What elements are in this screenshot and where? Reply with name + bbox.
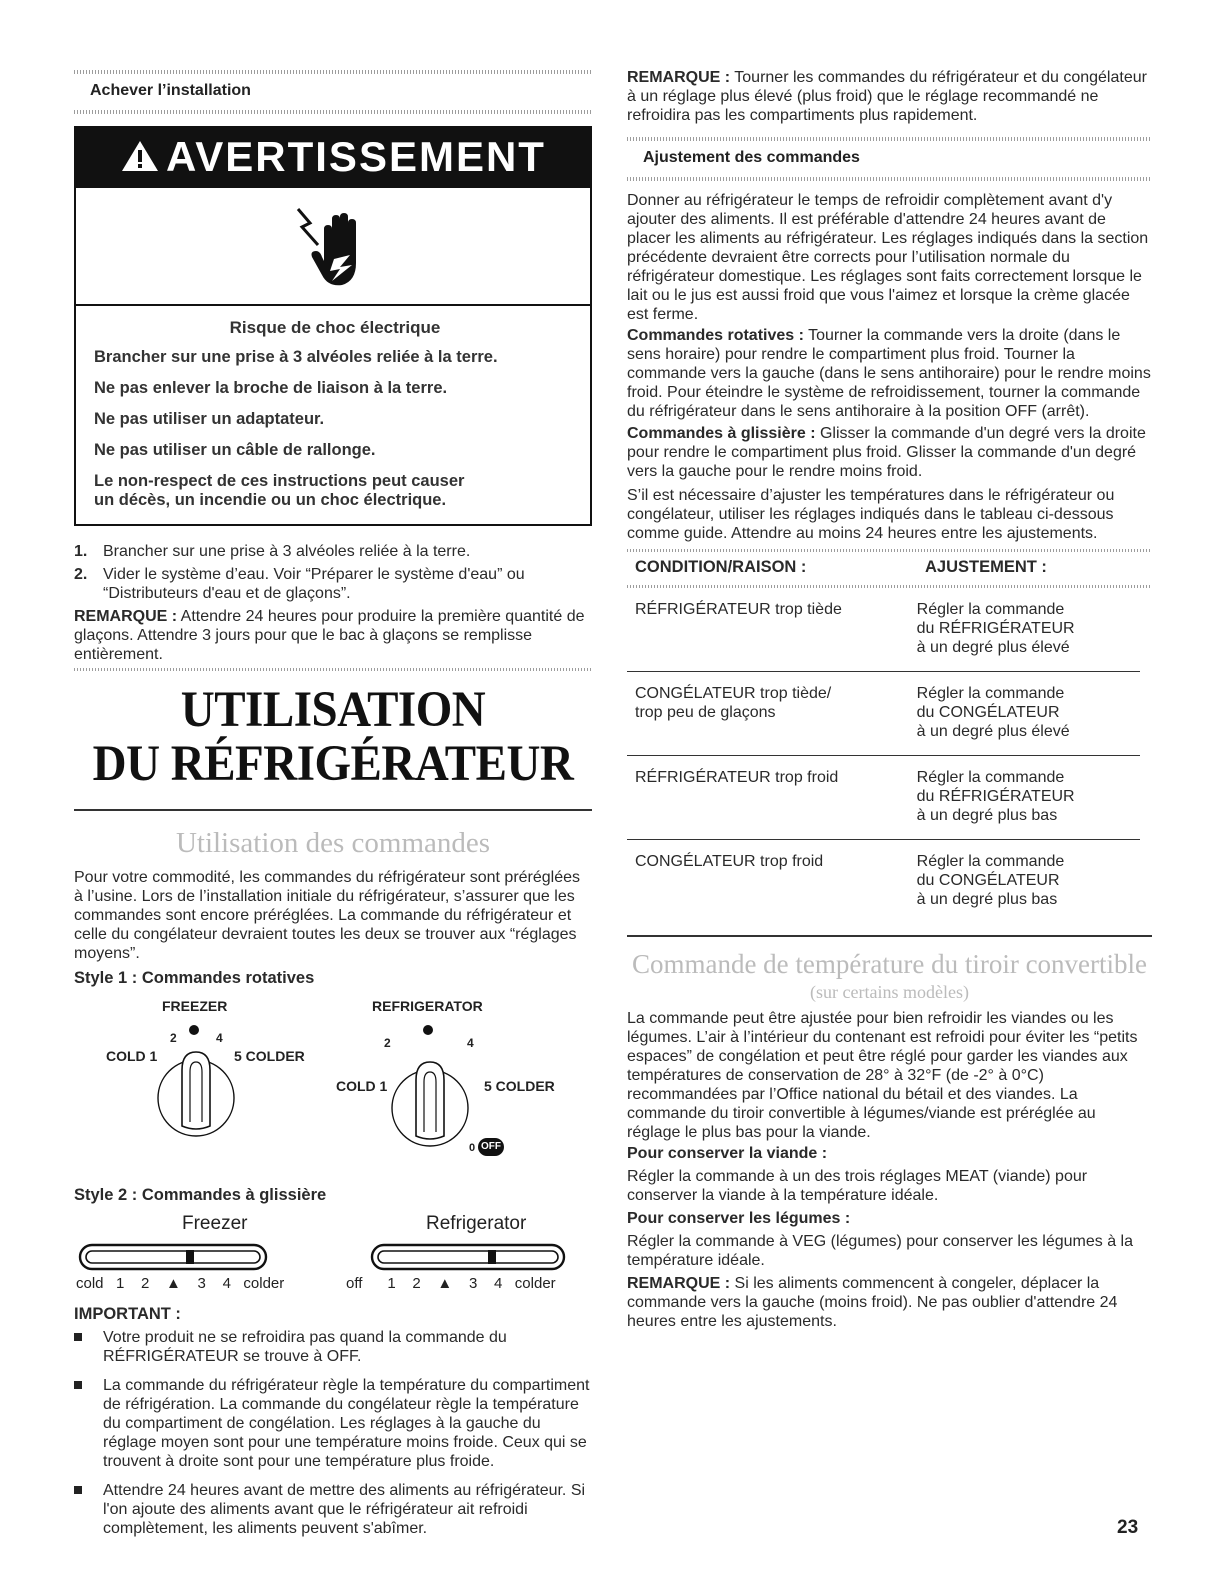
slider-refrigerator-label: Refrigerator bbox=[426, 1213, 527, 1234]
right-column bbox=[627, 68, 1152, 1331]
dial-cold-label: COLD 1 bbox=[336, 1078, 388, 1094]
install-heading: Achever l’installation bbox=[90, 82, 251, 99]
warning-line: Ne pas utiliser un adaptateur. bbox=[94, 410, 325, 428]
page-number: 23 bbox=[1117, 1517, 1139, 1538]
table-row: RÉFRIGÉRATEUR trop froid Régler la commande du RÉFRIGÉRATEUR à un degré plus bas bbox=[627, 756, 1140, 840]
main-title: UTILISATION DU RÉFRIGÉRATEUR bbox=[92, 681, 574, 793]
dotted-rule bbox=[74, 110, 592, 114]
veg-label: Pour conserver les légumes : bbox=[627, 1210, 851, 1227]
warning-line: Brancher sur une prise à 3 alvéoles reliée à la terre. bbox=[94, 348, 498, 366]
warning-icon-row bbox=[76, 188, 590, 306]
dial-freezer-label: FREEZER bbox=[162, 998, 228, 1014]
warning-consequence: Le non-respect de ces instructions peut causer un décès, un incendie ou un choc électrique. bbox=[94, 472, 465, 509]
adjust-heading: Ajustement des commandes bbox=[643, 149, 860, 166]
drawer-section-title: Commande de température du tiroir convertible bbox=[631, 949, 1148, 979]
table-col-condition: CONDITION/RAISON : bbox=[635, 558, 807, 576]
rotary-instructions: Commandes rotatives : Tourner la commande vers la droite (dans le sens horaire) pour rendre le compartiment plus froid. Tourner la commande vers la gauche (dans le sens antihoraire) pour le rendre moins froid. Pour éteindre le système de refroidissement, tourner la commande du réfrigérateur dans le sens antihoraire à la position OFF (arrêt). bbox=[627, 327, 1151, 420]
list-item: 1. Brancher sur une prise à 3 alvéoles reliée à la terre. bbox=[74, 543, 471, 560]
dial-refrigerator-label: REFRIGERATOR bbox=[372, 998, 483, 1014]
adjust-table bbox=[627, 588, 1140, 923]
dial-cold-label: COLD 1 bbox=[106, 1048, 158, 1064]
style2-label: Style 2 : Commandes à glissière bbox=[74, 1186, 327, 1204]
adjust-intro: Donner au réfrigérateur le temps de refroidir complètement avant d'y ajouter des aliments. Il est préférable d'attendre 24 heures avant de placer les aliments au réfrigérateur. Les réglages indiqués dans la section précédente devraient être corrects pour l’utilisation normale du réfrigérateur domestique. Les réglages sont faits correctement lorsque le lait ou le jus est aussi froid que vous l'aimez et lorsque la crème glacée est ferme. bbox=[627, 192, 1149, 323]
freezer-slider-icon bbox=[78, 1241, 268, 1273]
dotted-rule bbox=[74, 668, 592, 671]
important-bullets bbox=[74, 1328, 592, 1538]
dotted-rule bbox=[74, 70, 592, 74]
freezer-slider-ticks: cold 1 2 ▲ 3 4 colder bbox=[76, 1275, 285, 1292]
electric-shock-hand-icon bbox=[288, 201, 378, 291]
meat-text: Régler la commande à un des trois réglages MEAT (viande) pour conserver la viande à la température idéale. bbox=[627, 1168, 1088, 1204]
dotted-rule bbox=[627, 549, 1152, 552]
drawer-section-subtitle: (sur certains modèles) bbox=[810, 982, 969, 1002]
warning-box bbox=[74, 126, 592, 526]
refrigerator-slider-icon bbox=[370, 1241, 566, 1273]
guide-paragraph: S’il est nécessaire d’ajuster les températures dans le réfrigérateur ou congélateur, utiliser les réglages indiqués dans le tableau ci-dessous comme guide. Attendre au moins 24 heures entre les ajustements. bbox=[627, 487, 1115, 542]
slide-controls-diagram bbox=[74, 1213, 592, 1299]
style1-label: Style 1 : Commandes rotatives bbox=[74, 969, 315, 987]
freezer-dial-icon bbox=[156, 1022, 236, 1146]
list-item: La commande du réfrigérateur règle la température du compartiment de réfrigération. La commande du congélateur règle la température du compartiment de congélation. Les réglages à la gauche du réglage moyen sont pour une température moins froide. Ceux qui se trouvent à droite sont pour une température plus froide. bbox=[74, 1376, 592, 1471]
important-label: IMPORTANT : bbox=[74, 1305, 181, 1323]
warning-title: AVERTISSEMENT bbox=[166, 133, 546, 180]
section-title: Utilisation des commandes bbox=[175, 827, 491, 859]
title-rule bbox=[74, 809, 592, 811]
dial-number: 4 bbox=[216, 1031, 223, 1045]
install-steps bbox=[74, 542, 592, 603]
dial-number: 2 bbox=[170, 1031, 177, 1045]
warning-risk: Risque de choc électrique bbox=[229, 318, 441, 337]
veg-text: Régler la commande à VEG (légumes) pour conserver les légumes à la température idéale. bbox=[627, 1233, 1134, 1269]
remarque-freeze: REMARQUE : Si les aliments commencent à congeler, déplacer la commande vers la gauche (moins froid). Ne pas oublier d'attendre 24 heures entre les ajustements. bbox=[627, 1275, 1118, 1330]
list-item: Attendre 24 heures avant de mettre des aliments au réfrigérateur. Si l'on ajoute des aliments avant que le réfrigérateur ait refroidi complètement, les aliments peuvent s'abîmer. bbox=[74, 1481, 592, 1538]
list-item: 2. Vider le système d’eau. Voir “Préparer le système d'eau” ou “Distributeurs d'eau et de glaçons”. bbox=[74, 566, 525, 602]
table-row: CONGÉLATEUR trop tiède/ trop peu de glaçons Régler la commande du CONGÉLATEUR à un degré plus élevé bbox=[627, 672, 1140, 756]
table-row: RÉFRIGÉRATEUR trop tiède Régler la commande du RÉFRIGÉRATEUR à un degré plus élevé bbox=[627, 588, 1140, 672]
dial-colder-label: 5 COLDER bbox=[484, 1078, 555, 1094]
section-rule bbox=[627, 935, 1152, 937]
dotted-rule bbox=[627, 137, 1152, 141]
left-column bbox=[74, 70, 592, 1548]
slider-freezer-label: Freezer bbox=[182, 1213, 248, 1234]
meat-label: Pour conserver la viande : bbox=[627, 1145, 828, 1162]
refrigerator-slider-ticks: off 1 2 ▲ 3 4 colder bbox=[346, 1275, 556, 1292]
intro-paragraph: Pour votre commodité, les commandes du réfrigérateur sont préréglées à l’usine. Lors de l’installation initiale du réfrigérateur, s’assurer que les commandes sont encore préréglées. La commande du réfrigérateur et celle du congélateur devraient toutes les deux se trouver aux “réglages moyens”. bbox=[74, 869, 581, 962]
table-col-adjust: AJUSTEMENT : bbox=[925, 558, 1047, 576]
warning-triangle-icon bbox=[120, 139, 160, 173]
dotted-rule bbox=[627, 177, 1152, 181]
dial-zero-label: 0 bbox=[469, 1142, 476, 1154]
slider-instructions: Commandes à glissière : Glisser la commande d'un degré vers la droite pour rendre le compartiment plus froid. Glisser la commande d'un degré vers la gauche pour le rendre moins froid. bbox=[627, 425, 1146, 480]
rotary-controls-diagram bbox=[74, 988, 592, 1180]
adjust-table-header bbox=[627, 552, 1152, 585]
dial-off-badge: OFF bbox=[478, 1138, 504, 1156]
table-row: CONGÉLATEUR trop froid Régler la commande du CONGÉLATEUR à un degré plus bas bbox=[635, 853, 1065, 908]
dial-colder-label: 5 COLDER bbox=[234, 1048, 305, 1064]
dial-number: 4 bbox=[467, 1036, 474, 1050]
remarque-colder: REMARQUE : Tourner les commandes du réfrigérateur et du congélateur à un réglage plus élevé (plus froid) que le réglage recommandé ne refroidira pas les compartiments plus rapidement. bbox=[627, 69, 1147, 124]
warning-line: Ne pas enlever la broche de liaison à la terre. bbox=[94, 379, 448, 397]
dial-number: 2 bbox=[384, 1036, 391, 1050]
list-item: Votre produit ne se refroidira pas quand la commande du RÉFRIGÉRATEUR se trouve à OFF. bbox=[74, 1328, 592, 1366]
dotted-rule bbox=[627, 585, 1152, 588]
warning-body bbox=[76, 306, 590, 524]
drawer-intro: La commande peut être ajustée pour bien refroidir les viandes ou les légumes. L’air à l’intérieur du contenant est refroidi pour éviter les “petits espaces” de congélation et peut être réglé pour garder les viandes aux températures de conservation de 28° à 32°F (de -2° à 0°C) recommandées par l’Office national du bétail et des viandes. La commande du tiroir convertible à légumes/viande est préréglée au réglage le plus bas pour la viande. bbox=[627, 1010, 1138, 1141]
warning-header bbox=[76, 128, 590, 188]
remarque-ice: REMARQUE : Attendre 24 heures pour produire la première quantité de glaçons. Attendre 3 jours pour que le bac à glaçons se remplisse entièrement. bbox=[74, 608, 585, 663]
warning-line: Ne pas utiliser un câble de rallonge. bbox=[94, 441, 376, 459]
